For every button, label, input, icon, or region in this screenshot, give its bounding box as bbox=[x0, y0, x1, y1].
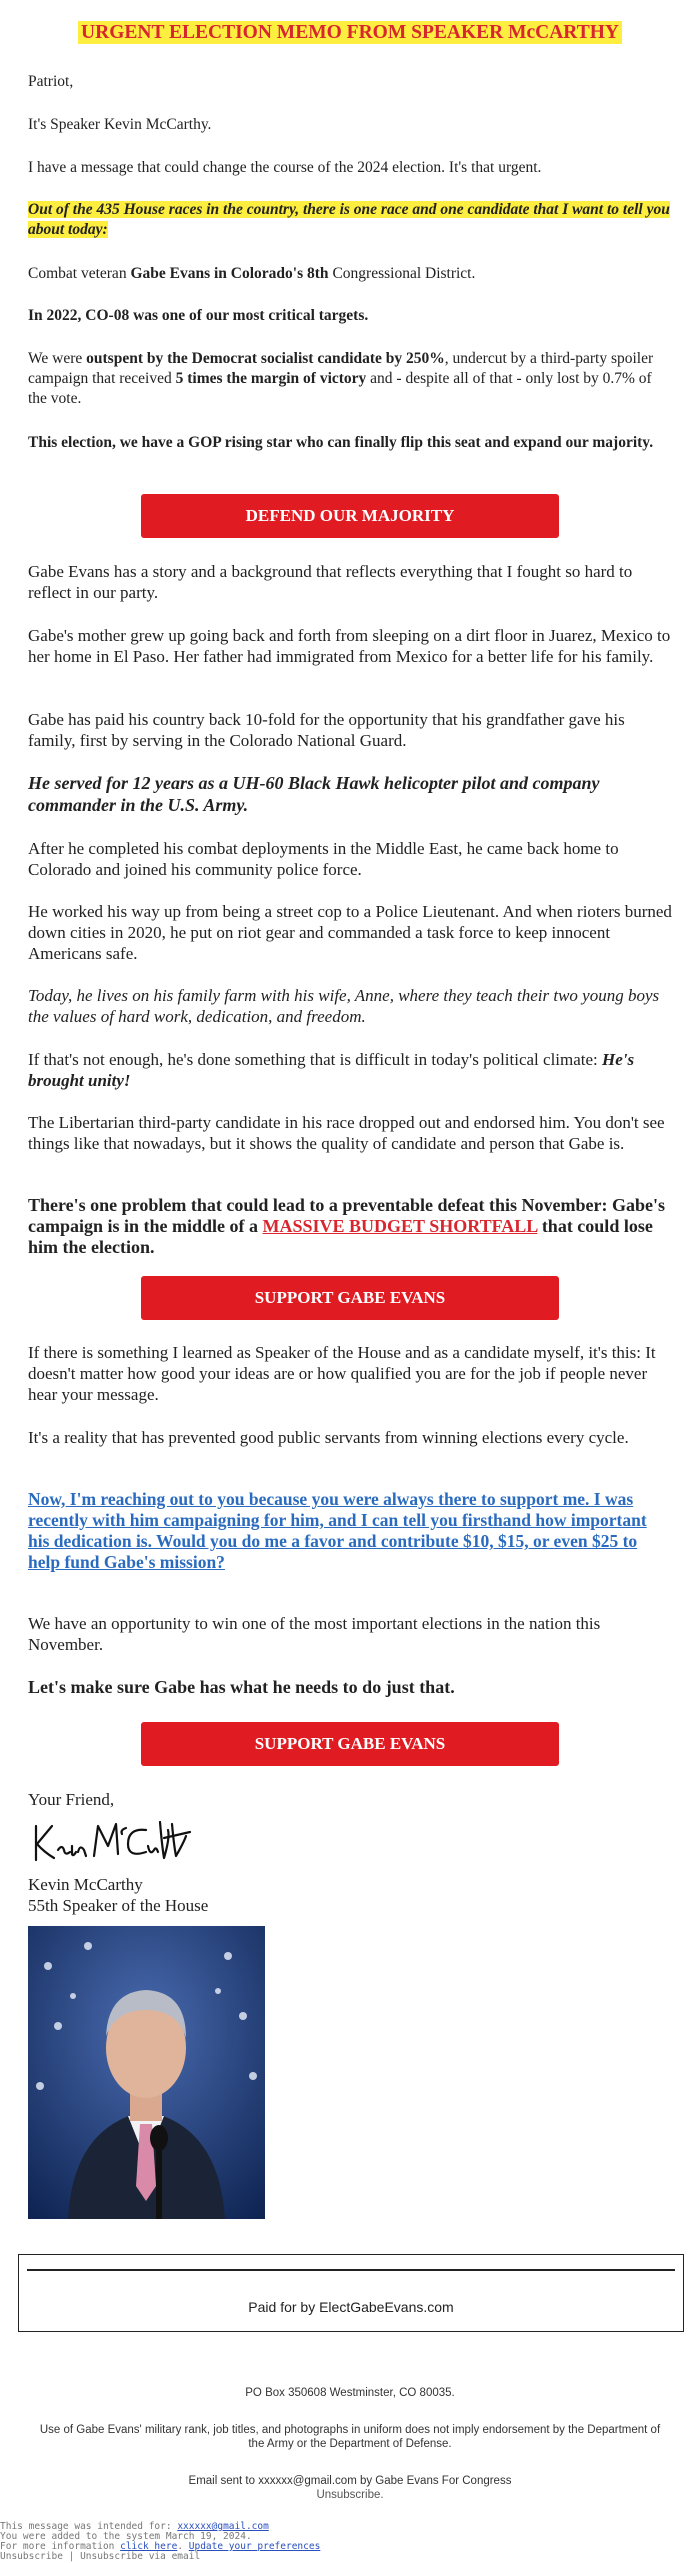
signer-title: 55th Speaker of the House bbox=[28, 1896, 209, 1915]
highlight-paragraph: Out of the 435 House races in the country, there is one race and one candidate that I want to tell you about today: bbox=[28, 201, 670, 238]
greeting: Patriot, bbox=[28, 73, 74, 90]
paid-for-box bbox=[18, 2254, 684, 2332]
outspent-paragraph: We were outspent by the Democrat socialist candidate by 250%, undercut by a third-party spoiler campaign that received 5 times the margin of victory and - despite all of that - only lost by 0.7% of the vote. bbox=[28, 350, 654, 407]
signature bbox=[28, 1816, 198, 1868]
mother-paragraph: Gabe's mother grew up going back and forth from sleeping on a dirt floor in Juarez, Mexico to her home in El Paso. Her father had immigrated from Mexico for a better life for his family. bbox=[28, 626, 671, 666]
signature-image bbox=[28, 1816, 198, 1868]
deployment-paragraph: After he completed his combat deployments in the Middle East, he came back home to Colorado and joined his community police force. bbox=[28, 839, 619, 879]
served-paragraph: He served for 12 years as a UH-60 Black Hawk helicopter pilot and company commander in the U.S. Army. bbox=[28, 773, 600, 815]
disclaimer: Use of Gabe Evans' military rank, job titles, and photographs in uniform does not imply endorsement by the Department of the Army or the Department of Defense. bbox=[39, 2424, 661, 2450]
divider bbox=[27, 2269, 675, 2271]
click-here-link[interactable]: click here bbox=[120, 2541, 178, 2552]
memo-title: URGENT ELECTION MEMO FROM SPEAKER McCARTHY bbox=[28, 22, 672, 44]
combat-veteran-paragraph: Combat veteran Gabe Evans in Colorado's 8th Congressional District. bbox=[28, 265, 476, 282]
signer-name: Kevin McCarthy bbox=[28, 1875, 143, 1894]
rising-star-paragraph: This election, we have a GOP rising star who can finally flip this seat and expand our majority. bbox=[28, 434, 654, 451]
mccarthy-portrait bbox=[28, 1926, 265, 2219]
farm-paragraph: Today, he lives on his family farm with his wife, Anne, where they teach their two young boys the values of hard work, dedication, and freedom. bbox=[28, 986, 660, 1026]
support-gabe-button-1[interactable]: SUPPORT GABE EVANS bbox=[141, 1276, 559, 1320]
email-sent: Email sent to xxxxxx@gmail.com by Gabe Evans For Congress bbox=[188, 2475, 512, 2487]
intro-line: It's Speaker Kevin McCarthy. bbox=[28, 116, 212, 133]
intended-for-line: This message was intended for: xxxxxx@gmail.com bbox=[0, 2521, 269, 2532]
unsubscribe-line[interactable]: Unsubscribe | Unsubscribe via email bbox=[0, 2551, 201, 2562]
portrait-illustration bbox=[28, 1926, 265, 2219]
story-paragraph: Gabe Evans has a story and a background that reflects everything that I fought so hard to reflect in our party. bbox=[28, 562, 633, 602]
unsubscribe-link[interactable]: Unsubscribe. bbox=[316, 2489, 384, 2501]
message-paragraph: I have a message that could change the course of the 2024 election. It's that urgent. bbox=[28, 159, 542, 176]
your-friend: Your Friend, bbox=[28, 1790, 115, 1809]
contribute-link[interactable]: Now, I'm reaching out to you because you were always there to support me. I was recently with him campaigning for him, and I can tell you firsthand how important his dedication is. Would you do me a favor and contribute $10, $15, or even $25 to help fund Gabe's mission? bbox=[28, 1489, 647, 1572]
learned-paragraph: If there is something I learned as Speaker of the House and as a candidate myself, it's this: It doesn't matter how good your ideas are or how qualified you are for the job if people never hear your message. bbox=[28, 1343, 656, 1404]
reaching-paragraph bbox=[28, 1489, 672, 1573]
paid-for-text: Paid for by ElectGabeEvans.com bbox=[248, 2299, 454, 2315]
opportunity-paragraph: We have an opportunity to win one of the most important elections in the nation this November. bbox=[28, 1614, 601, 1654]
intended-email-link[interactable]: xxxxxx@gmail.com bbox=[177, 2521, 269, 2532]
po-box: PO Box 350608 Westminster, CO 80035. bbox=[245, 2387, 455, 2399]
libertarian-paragraph: The Libertarian third-party candidate in his race dropped out and endorsed him. You don't see things like that nowadays, but it shows the quality of candidate and person that Gabe is. bbox=[28, 1113, 665, 1153]
problem-paragraph: There's one problem that could lead to a preventable defeat this November: Gabe's campaign is in the middle of a MASSIVE BUDGET SHORTFALL that could lose him the election. bbox=[28, 1195, 665, 1257]
defend-majority-button[interactable]: DEFEND OUR MAJORITY bbox=[141, 494, 559, 538]
more-info-line: For more information click here. Update your preferences bbox=[0, 2541, 321, 2552]
budget-shortfall-link[interactable]: MASSIVE BUDGET SHORTFALL bbox=[262, 1216, 538, 1236]
added-line: You were added to the system March 19, 2024. bbox=[0, 2531, 252, 2542]
paid-back-paragraph: Gabe has paid his country back 10-fold for the opportunity that his grandfather gave his family, first by serving in the Colorado National Guard. bbox=[28, 710, 625, 750]
police-paragraph: He worked his way up from being a street cop to a Police Lieutenant. And when rioters burned down cities in 2020, he put on riot gear and commanded a task force to keep innocent Americans safe. bbox=[28, 902, 672, 963]
make-sure-paragraph: Let's make sure Gabe has what he needs to do just that. bbox=[28, 1677, 455, 1697]
support-gabe-button-2[interactable]: SUPPORT GABE EVANS bbox=[141, 1722, 559, 1766]
co08-paragraph: In 2022, CO-08 was one of our most critical targets. bbox=[28, 307, 369, 324]
unity-paragraph: If that's not enough, he's done something that is difficult in today's political climate: He's brought unity! bbox=[28, 1050, 635, 1090]
update-preferences-link[interactable]: Update your preferences bbox=[188, 2541, 321, 2552]
reality-paragraph: It's a reality that has prevented good public servants from winning elections every cycle. bbox=[28, 1428, 629, 1447]
